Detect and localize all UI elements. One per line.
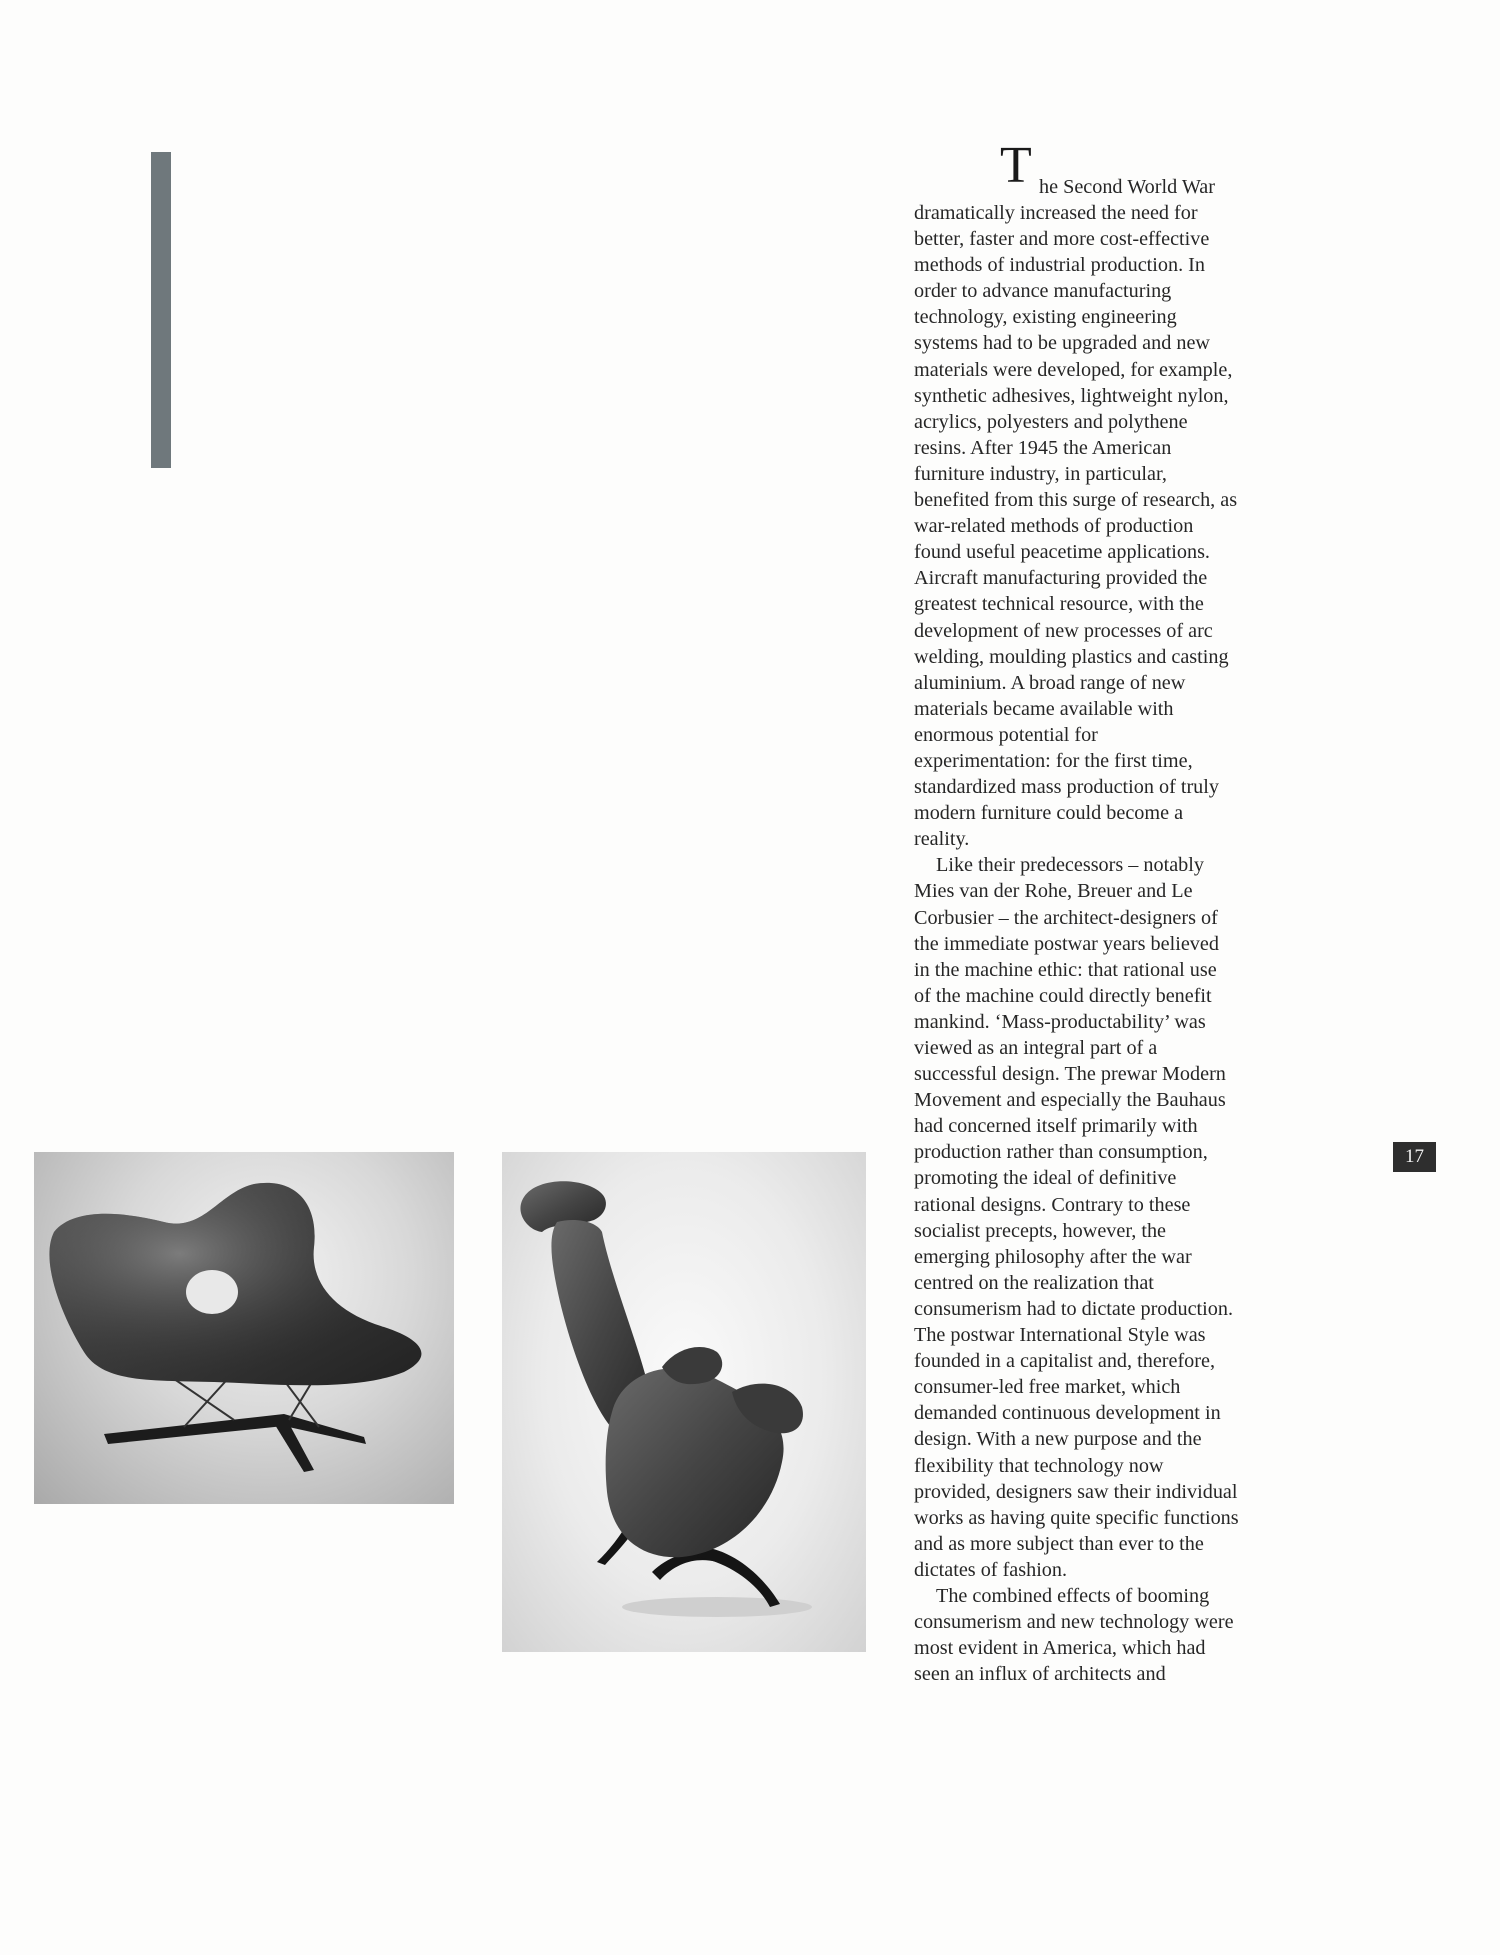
wingback-armchair-illustration [502,1152,866,1652]
paragraph-3: The combined effects of booming consumerism and new technology were most evident in America, which had seen an influx of architects and [914,1584,1234,1686]
page-number-badge: 17 [1393,1142,1436,1172]
chaise-longue-photo [34,1152,454,1504]
paragraph-2: Like their predecessors – notably Mies van der Rohe, Breuer and Le Corbusier – the architect-designers of the immediate postwar years believed in the machine ethic: that rational use of the machine could directly benefit mankind. ‘Mass-productability’ was viewed as an integral part of a successful design. The prewar Modern Movement and especially the Bauhaus had concerned itself primarily with production rather than consumption, promoting the ideal of definitive rational designs. Contrary to these socialist precepts, however, the emerging philosophy after the war centred on the realization that consumerism had to dictate production. The postwar International Style was founded in a capitalist and, therefore, consumer-led free market, which demanded continuous development in design. With a new purpose and the flexibility that technology now provided, designers saw their individual works as having quite specific functions and as more subject than ever to the dictates of fashion. [914,854,1239,1581]
paragraph-1: dramatically increased the need for better, faster and more cost-effective methods of industrial production. In order to advance manufacturing technology, existing engineering systems had to be upgraded and new materials were developed, for example, synthetic adhesives, lightweight nylon, acrylics, polyesters and polythene resins. After 1945 the American furniture industry, in particular, benefited from this surge of research, as war-related methods of production found useful peacetime applications. Aircraft manufacturing provided the greatest technical resource, with the development of new processes of arc welding, moulding plastics and casting aluminium. A broad range of new materials became available with enormous potential for experimentation: for the first time, standardized mass production of truly modern furniture could become a reality. [914,202,1238,851]
decorative-accent-bar [151,152,171,468]
wingback-armchair-photo [502,1152,866,1652]
article-body [914,200,1314,1687]
drop-cap: T [1000,137,1032,194]
opening-line: he Second World War [1039,176,1215,198]
chaise-longue-illustration [34,1152,454,1504]
